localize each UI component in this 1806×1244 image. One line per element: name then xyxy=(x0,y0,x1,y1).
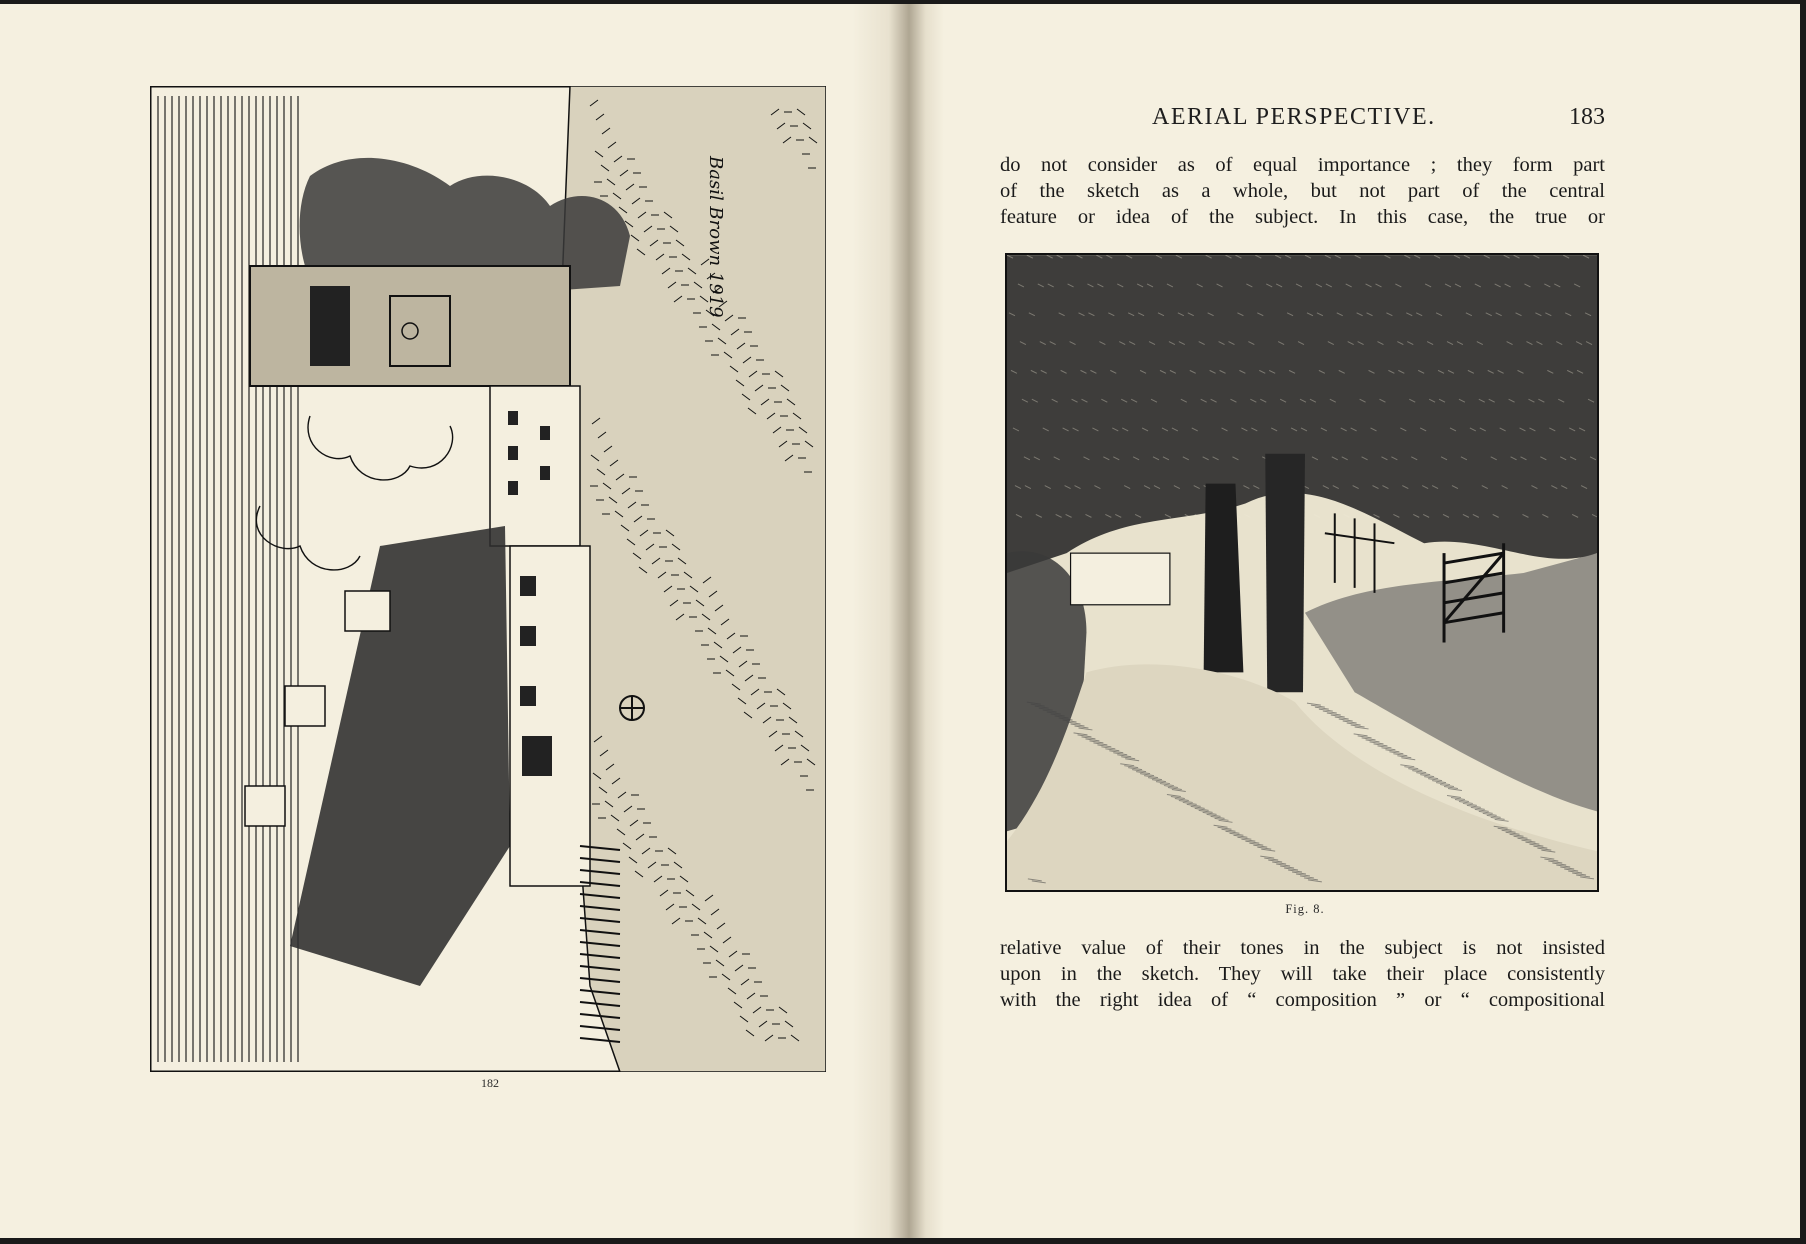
scan-border-right xyxy=(1800,0,1806,1244)
text-line: feature or idea of the subject. In this case, the true or xyxy=(1000,206,1605,228)
text-line: upon in the sketch. They will take their place consistently xyxy=(1000,963,1605,985)
lane-drawing xyxy=(1007,255,1597,890)
text-line: relative value of their tones in the subject is not insisted xyxy=(1000,937,1605,959)
body-text-bottom xyxy=(1000,935,1605,1013)
church-village-illustration xyxy=(150,86,826,1072)
plate-signature: Basil Brown 1919 xyxy=(705,156,726,318)
scan-border-bottom xyxy=(0,1238,1806,1244)
text-line: of the sketch as a whole, but not part of the central xyxy=(1000,180,1605,202)
left-page xyxy=(0,0,893,1244)
illustration-drawing xyxy=(150,86,826,1072)
page-number-left: 182 xyxy=(481,1076,499,1090)
scan-border-top xyxy=(0,0,1806,4)
book-gutter xyxy=(852,0,944,1244)
text-line: do not consider as of equal importance ; they form part xyxy=(1000,154,1605,176)
lane-illustration xyxy=(1005,253,1599,892)
figure-caption: Fig. 8. xyxy=(1285,902,1325,916)
text-line: with the right idea of “ composition ” or “ compositional xyxy=(1000,989,1605,1011)
running-head-title: AERIAL PERSPECTIVE. xyxy=(1152,104,1436,130)
page-number-right: 183 xyxy=(1569,104,1605,130)
body-text-top xyxy=(1000,152,1605,230)
